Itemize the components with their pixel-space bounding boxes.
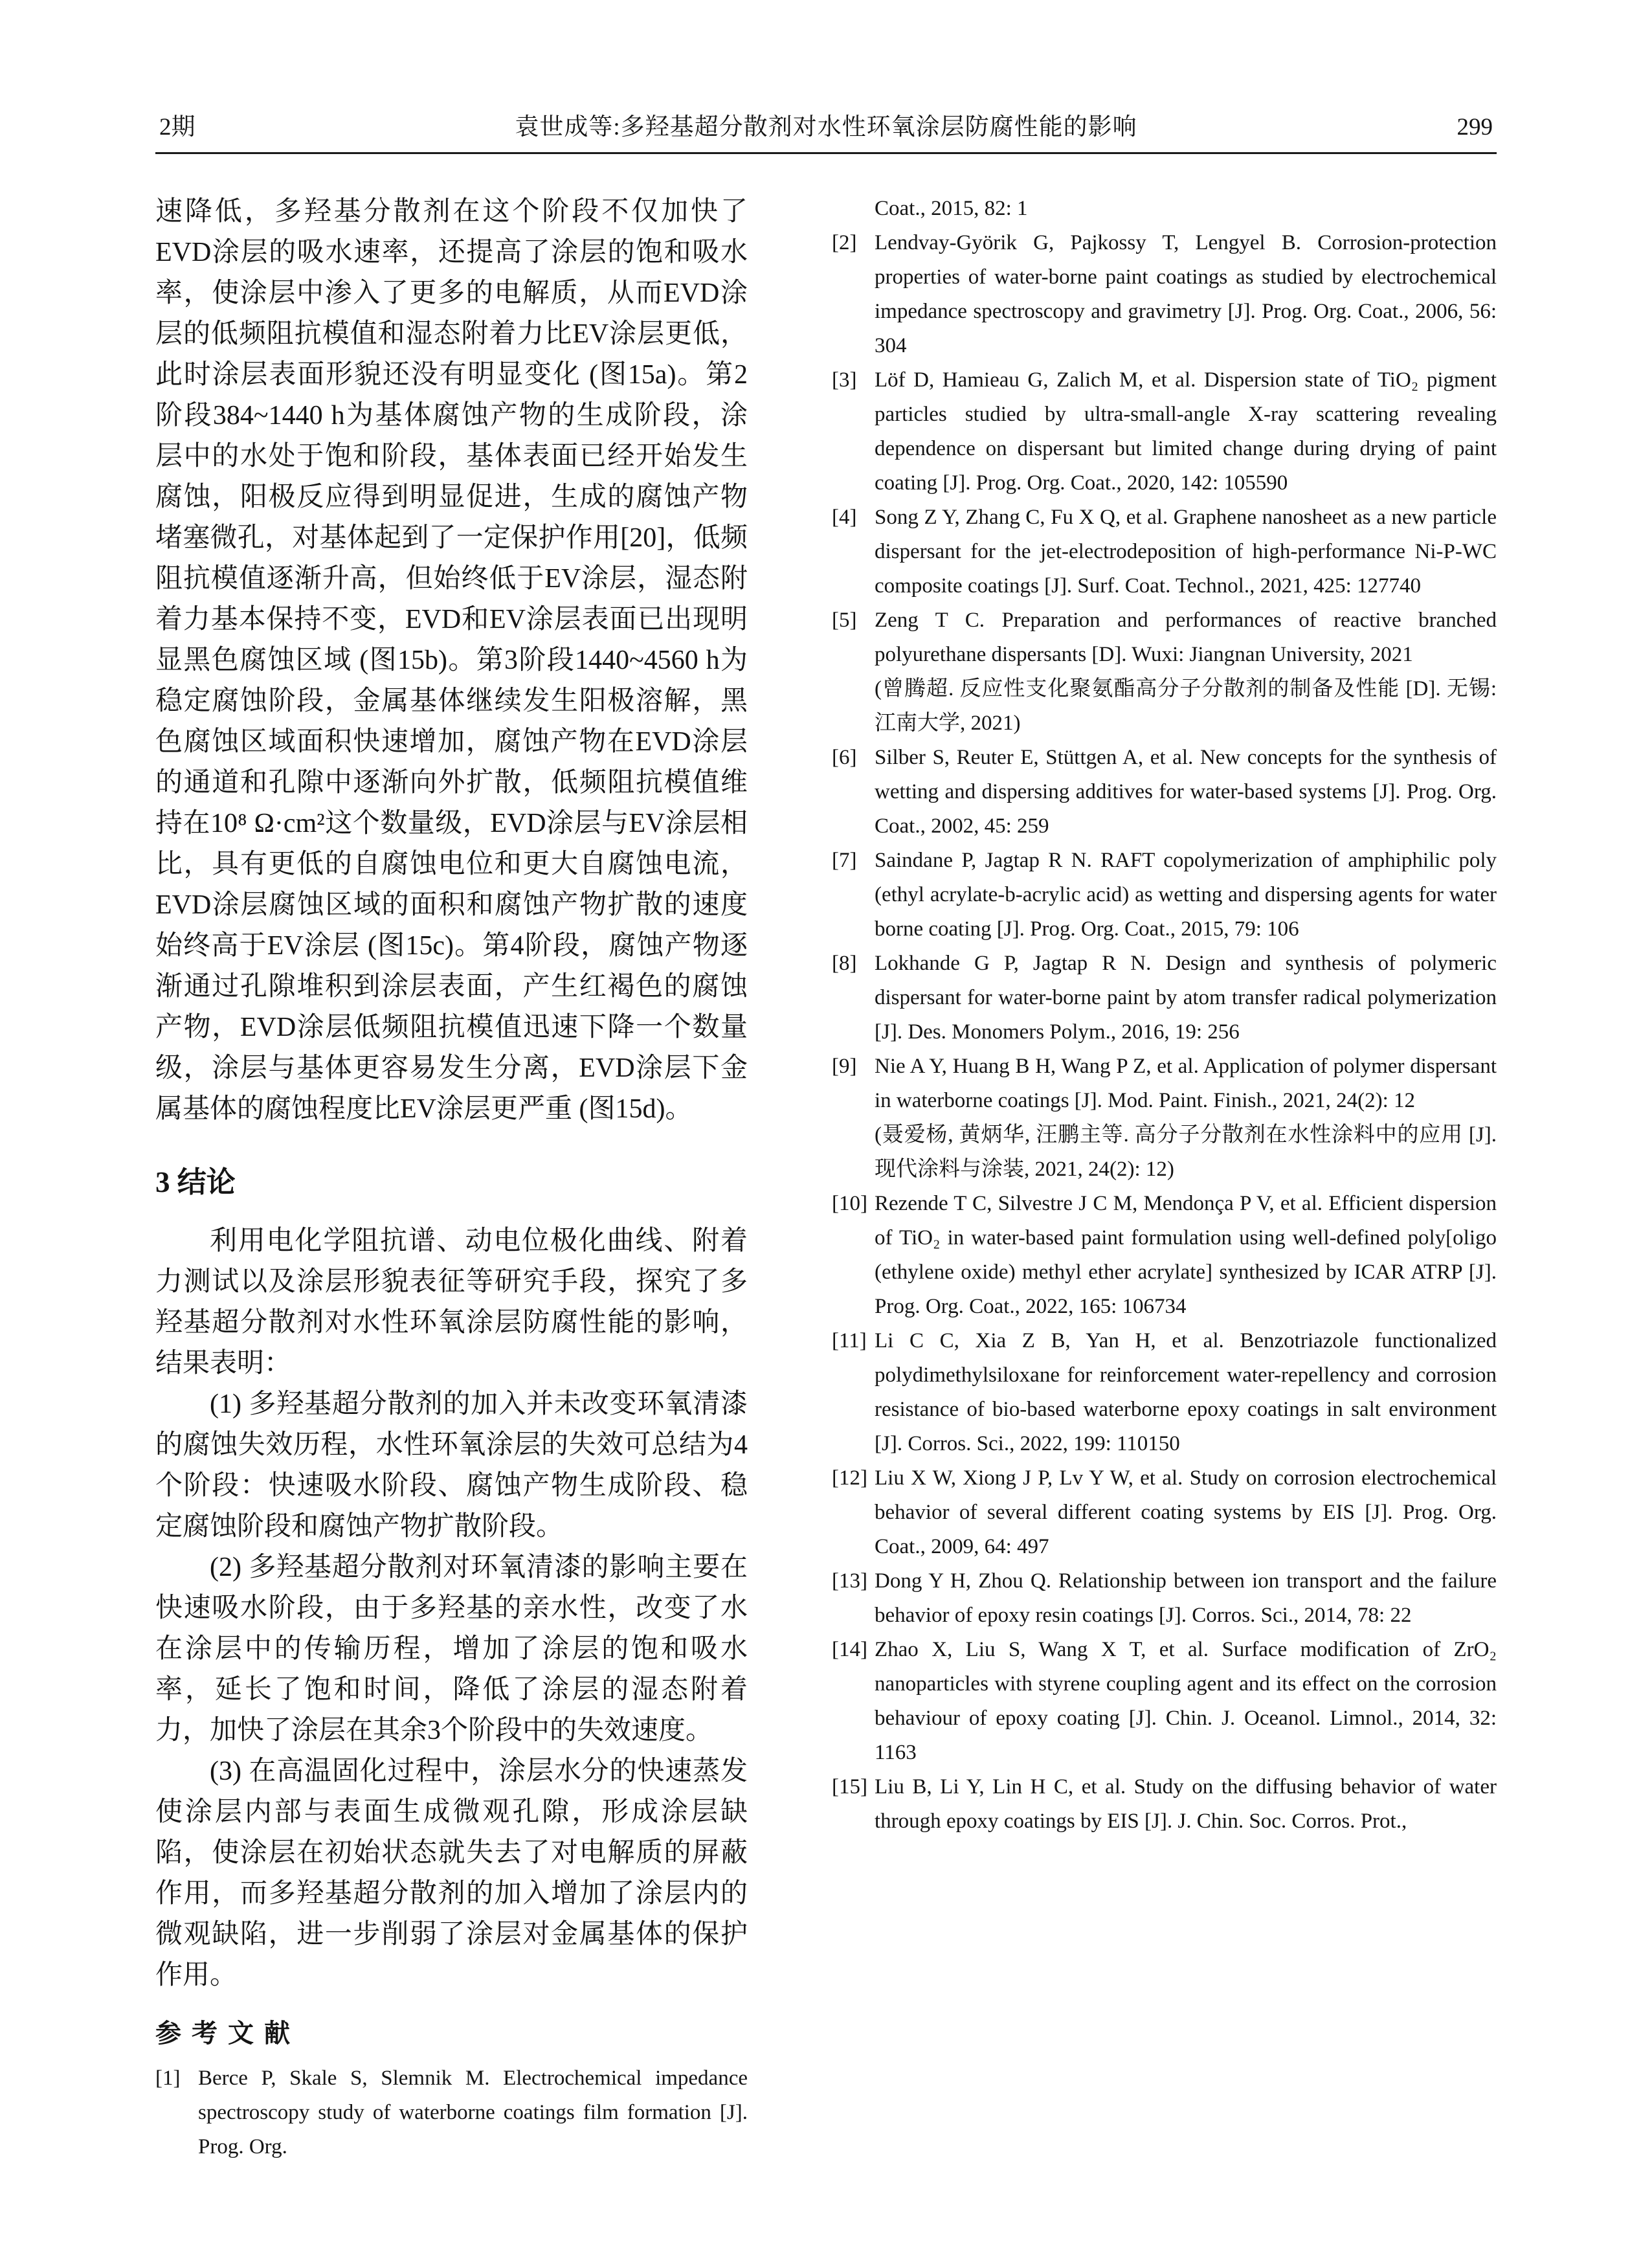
reference-text: Li C C, Xia Z B, Yan H, et al. Benzotriazole functionalized polydimethylsiloxane for reinforcement water-repellency and corrosion resistance of bio-based waterborne epoxy coatings in salt environment [J]. Corros. Sci., 2022, 199: 110150 [875,1329,1497,1455]
reference-item [832,603,1497,741]
reference-text: Silber S, Reuter E, Stüttgen A, et al. New concepts for the synthesis of wetting and dispersing additives for water-based systems [J]. Prog. Org. Coat., 2002, 45: 259 [875,746,1497,838]
reference-label: [5] [832,609,857,632]
reference-item [832,1564,1497,1633]
reference-label: [15] [832,1775,867,1799]
reference-item [832,226,1497,363]
reference-label: [2] [832,231,857,254]
reference-text: Löf D, Hamieau G, Zalich M, et al. Dispersion state of TiO₂ pigment particles studied by ultra-small-angle X-ray scattering revealing dependence on dispersant but limited change during drying of paint coating [J]. Prog. Org. Coat., 2020, 142: 105590 [875,368,1497,495]
reference-label: [1] [155,2067,181,2090]
reference-label: [12] [832,1466,867,1490]
left-column [155,192,748,2164]
reference-chinese-translation: (聂爱杨, 黄炳华, 汪鹏主等. 高分子分散剂在水性涂料中的应用 [J]. 现代涂料与涂装, 2021, 24(2): 12) [875,1123,1497,1181]
reference-text: Dong Y H, Zhou Q. Relationship between ion transport and the failure behavior of epoxy resin coatings [J]. Corros. Sci., 2014, 78: 22 [875,1569,1497,1627]
reference-item [155,2061,748,2164]
reference-label: [10] [832,1192,867,1215]
conclusion-item: (1) 多羟基超分散剂的加入并未改变环氧清漆的腐蚀失效历程，水性环氧涂层的失效可总结为4个阶段：快速吸水阶段、腐蚀产物生成阶段、稳定腐蚀阶段和腐蚀产物扩散阶段。 [155,1389,748,1541]
reference-item [832,947,1497,1049]
reference-item [832,1049,1497,1187]
references-heading: 参 考 文 献 [155,2019,292,2048]
page-header [155,107,1497,152]
reference-text: Liu X W, Xiong J P, Lv Y W, et al. Study on corrosion electrochemical behavior of several different coating systems by EIS [J]. Prog. Org. Coat., 2009, 64: 497 [875,1466,1497,1558]
page-number: 299 [1457,114,1493,140]
reference-item [832,1633,1497,1770]
right-column [832,192,1497,2164]
reference-text: Zhao X, Liu S, Wang X T, et al. Surface modification of ZrO₂ nanoparticles with styrene coupling agent and its effect on the corrosion behaviour of epoxy coating [J]. Chin. J. Oceanol. Limnol., 2014, 32: 1163 [875,1638,1497,1764]
reference-list-right [832,192,1497,1839]
reference-label: [9] [832,1055,857,1078]
header-rule [155,152,1497,154]
reference-text: Song Z Y, Zhang C, Fu X Q, et al. Graphene nanosheet as a new particle dispersant for the jet-electrodeposition of high-performance Ni-P-WC composite coatings [J]. Surf. Coat. Technol., 2021, 425: 127740 [875,506,1497,598]
reference-item [832,1461,1497,1564]
reference-label: [7] [832,849,857,872]
reference-text: Rezende T C, Silvestre J C M, Mendonça P V, et al. Efficient dispersion of TiO₂ in water-based paint formulation using well-defined poly[oligo (ethylene oxide) methyl ether acrylate] synthesized by ICAR ATRP [J]. Prog. Org. Coat., 2022, 165: 106734 [875,1192,1497,1318]
reference-item [832,500,1497,603]
reference-text: Zeng T C. Preparation and performances of reactive branched polyurethane dispersants [D]. Wuxi: Jiangnan University, 2021 [875,609,1497,666]
reference-item [832,1187,1497,1324]
reference-label: [13] [832,1569,867,1593]
reference-item [832,844,1497,947]
conclusion-section-heading: 3 结论 [155,1166,236,1198]
reference-text: Liu B, Li Y, Lin H C, et al. Study on the diffusing behavior of water through epoxy coatings by EIS [J]. J. Chin. Soc. Corros. Prot., [875,1775,1497,1833]
reference-text: Coat., 2015, 82: 1 [875,197,1028,220]
issue-number: 2期 [159,114,195,140]
reference-text: Nie A Y, Huang B H, Wang P Z, et al. Application of polymer dispersant in waterborne coatings [J]. Mod. Paint. Finish., 2021, 24(2): 12 [875,1055,1497,1112]
reference-item [832,1324,1497,1461]
body-paragraph-continued: 速降低，多羟基分散剂在这个阶段不仅加快了EVD涂层的吸水速率，还提高了涂层的饱和吸水率，使涂层中渗入了更多的电解质，从而EVD涂层的低频阻抗模值和湿态附着力比EV涂层更低，此时涂层表面形貌还没有明显变化 (图15a)。第2阶段384~1440 h为基体腐蚀产物的生成阶段，涂层中的水处于饱和阶段，基体表面已经开始发生腐蚀，阳极反应得到明显促进，生成的腐蚀产物堵塞微孔，对基体起到了一定保护作用[20]，低频阻抗模值逐渐升高，但始终低于EV涂层，湿态附着力基本保持不变，EVD和EV涂层表面已出现明显黑色腐蚀区域 (图15b)。第3阶段1440~4560 h为稳定腐蚀阶段，金属基体继续发生阳极溶解，黑色腐蚀区域面积快速增加，腐蚀产物在EVD涂层的通道和孔隙中逐渐向外扩散，低频阻抗模值维持在10⁸ Ω·cm²这个数量级，EVD涂层与EV涂层相比，具有更低的自腐蚀电位和更大自腐蚀电流，EVD涂层腐蚀区域的面积和腐蚀产物扩散的速度始终高于EV涂层 (图15c)。第4阶段，腐蚀产物逐渐通过孔隙堆积到涂层表面，产生红褐色的腐蚀产物，EVD涂层低频阻抗模值迅速下降一个数量级，涂层与基体更容易发生分离，EVD涂层下金属基体的腐蚀程度比EV涂层更严重 (图15d)。 [155,197,748,1124]
reference-label: [8] [832,952,857,975]
reference-label: [11] [832,1329,867,1352]
conclusion-item: (2) 多羟基超分散剂对环氧清漆的影响主要在快速吸水阶段，由于多羟基的亲水性，改变了水在涂层中的传输历程，增加了涂层的饱和吸水率，延长了饱和时间，降低了涂层的湿态附着力，加快了涂层在其余3个阶段中的失效速度。 [155,1552,748,1745]
reference-text: Lokhande G P, Jagtap R N. Design and synthesis of polymeric dispersant for water-borne paint by atom transfer radical polymerization [J]. Des. Monomers Polym., 2016, 19: 256 [875,952,1497,1044]
reference-label: [6] [832,746,857,769]
reference-list-left [155,2061,748,2164]
reference-text: Berce P, Skale S, Slemnik M. Electrochemical impedance spectroscopy study of waterborne coatings film formation [J]. Prog. Org. [198,2067,748,2158]
conclusion-item-list [155,1384,748,1996]
reference-label: [14] [832,1638,867,1661]
reference-label: [3] [832,368,857,392]
conclusion-intro: 利用电化学阻抗谱、动电位极化曲线、附着力测试以及涂层形貌表征等研究手段，探究了多羟基超分散剂对水性环氧涂层防腐性能的影响，结果表明： [155,1226,748,1378]
reference-item [832,741,1497,844]
running-title: 袁世成等:多羟基超分散剂对水性环氧涂层防腐性能的影响 [515,114,1137,140]
reference-item [832,1770,1497,1839]
conclusion-item: (3) 在高温固化过程中，涂层水分的快速蒸发使涂层内部与表面生成微观孔隙，形成涂层缺陷，使涂层在初始状态就失去了对电解质的屏蔽作用，而多羟基超分散剂的加入增加了涂层内的微观缺陷，进一步削弱了涂层对金属基体的保护作用。 [155,1756,748,1990]
reference-text: Saindane P, Jagtap R N. RAFT copolymerization of amphiphilic poly (ethyl acrylate-b-acrylic acid) as wetting and dispersing agents for water borne coating [J]. Prog. Org. Coat., 2015, 79: 106 [875,849,1497,941]
reference-chinese-translation: (曾腾超. 反应性支化聚氨酯高分子分散剂的制备及性能 [D]. 无锡: 江南大学, 2021) [875,677,1497,735]
reference-item [832,192,1497,226]
reference-item [832,363,1497,500]
reference-label: [4] [832,506,857,529]
two-column-body [155,192,1497,2164]
reference-text: Lendvay-Györik G, Pajkossy T, Lengyel B. Corrosion-protection properties of water-borne paint coatings as studied by electrochemical impedance spectroscopy and gravimetry [J]. Prog. Org. Coat., 2006, 56: 304 [875,231,1497,357]
